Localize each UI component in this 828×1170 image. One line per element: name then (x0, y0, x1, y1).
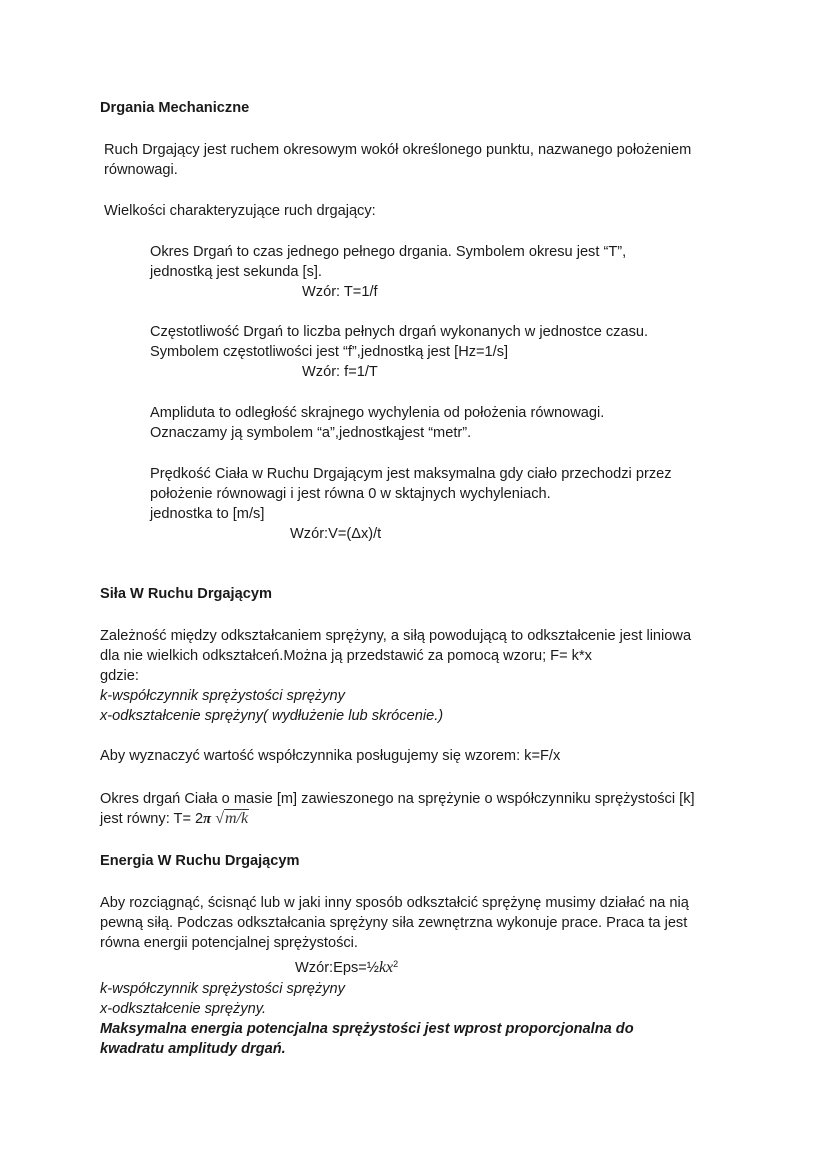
intro-text: równowagi. (104, 162, 178, 178)
conclusion-text: kwadratu amplitudy drgań. (100, 1041, 286, 1057)
frequency-formula: Wzór: f=1/T (302, 364, 378, 380)
energy-formula: $Wzór:Eps=\frac{1}{2}kx^2$ (295, 959, 399, 976)
section-title-energia: Energia W Ruchu Drgającym (100, 853, 300, 869)
period-spring-formula: jest równy: T= 2π √m/k (100, 810, 249, 827)
velocity-text: Prędkość Ciała w Ruchu Drgającym jest maksymalna gdy ciało przechodzi przez (150, 466, 672, 482)
square-root: √m/k (215, 810, 249, 827)
period-formula: Wzór: T=1/f (302, 284, 378, 300)
amplitude-text: Ampliduta to odległość skrajnego wychylenia od położenia równowagi. (150, 405, 605, 421)
force-text: Zależność między odkształcaniem sprężyny, a siłą powodującą to odkształcenie jest liniowa (100, 628, 692, 644)
period-spring-text: Okres drgań Ciała o masie [m] zawieszonego na sprężynie o współczynniku sprężystości [k] (100, 791, 695, 807)
period-text: jednostką jest sekunda [s]. (150, 264, 322, 280)
intro-text: Ruch Drgający jest ruchem okresowym wokół określonego punktu, nazwanego położeniem (104, 142, 692, 158)
list-heading: Wielkości charakteryzujące ruch drgający: (104, 203, 376, 219)
definition-k: k-współczynnik sprężystości sprężyny (100, 688, 345, 704)
energy-text: Aby rozciągnąć, ścisnąć lub w jaki inny sposób odkształcić sprężynę musimy działać na nią (100, 895, 689, 911)
pi-symbol: π (203, 811, 212, 827)
force-text: gdzie: (100, 668, 139, 684)
section-title-sila: Siła W Ruchu Drgającym (100, 586, 272, 602)
conclusion-text: Maksymalna energia potencjalna sprężystości jest wprost proporcjonalna do (100, 1021, 634, 1037)
velocity-text: położenie równowagi i jest równa 0 w sktajnych wychyleniach. (150, 486, 551, 502)
amplitude-text: Oznaczamy ją symbolem “a”,jednostkąjest “metr”. (150, 425, 472, 441)
frequency-text: Częstotliwość Drgań to liczba pełnych drgań wykonanych w jednostce czasu. (150, 324, 649, 340)
frequency-text: Symbolem częstotliwości jest “f”,jednostką jest [Hz=1/s] (150, 344, 509, 360)
section-title-drgania-mechaniczne: Drgania Mechaniczne (100, 100, 250, 116)
definition-k: k-współczynnik sprężystości sprężyny (100, 981, 345, 997)
energy-text: równa energii potencjalnej sprężystości. (100, 935, 358, 951)
force-text: dla nie wielkich odkształceń.Można ją przedstawić za pomocą wzoru; F= k*x (100, 648, 592, 664)
definition-x: x-odkształcenie sprężyny. (100, 1001, 267, 1017)
coefficient-text: Aby wyznaczyć wartość współczynnika posługujemy się wzorem: k=F/x (100, 748, 561, 764)
definition-x: x-odkształcenie sprężyny( wydłużenie lub skrócenie.) (100, 708, 444, 724)
energy-text: pewną siłą. Podczas odkształcania sprężyny siła zewnętrzna wykonuje prace. Praca ta jest (100, 915, 688, 931)
velocity-text: jednostka to [m/s] (150, 506, 265, 522)
period-text: Okres Drgań to czas jednego pełnego drgania. Symbolem okresu jest “T”, (150, 244, 627, 260)
velocity-formula: Wzór:V=(Δx)/t (290, 526, 382, 542)
